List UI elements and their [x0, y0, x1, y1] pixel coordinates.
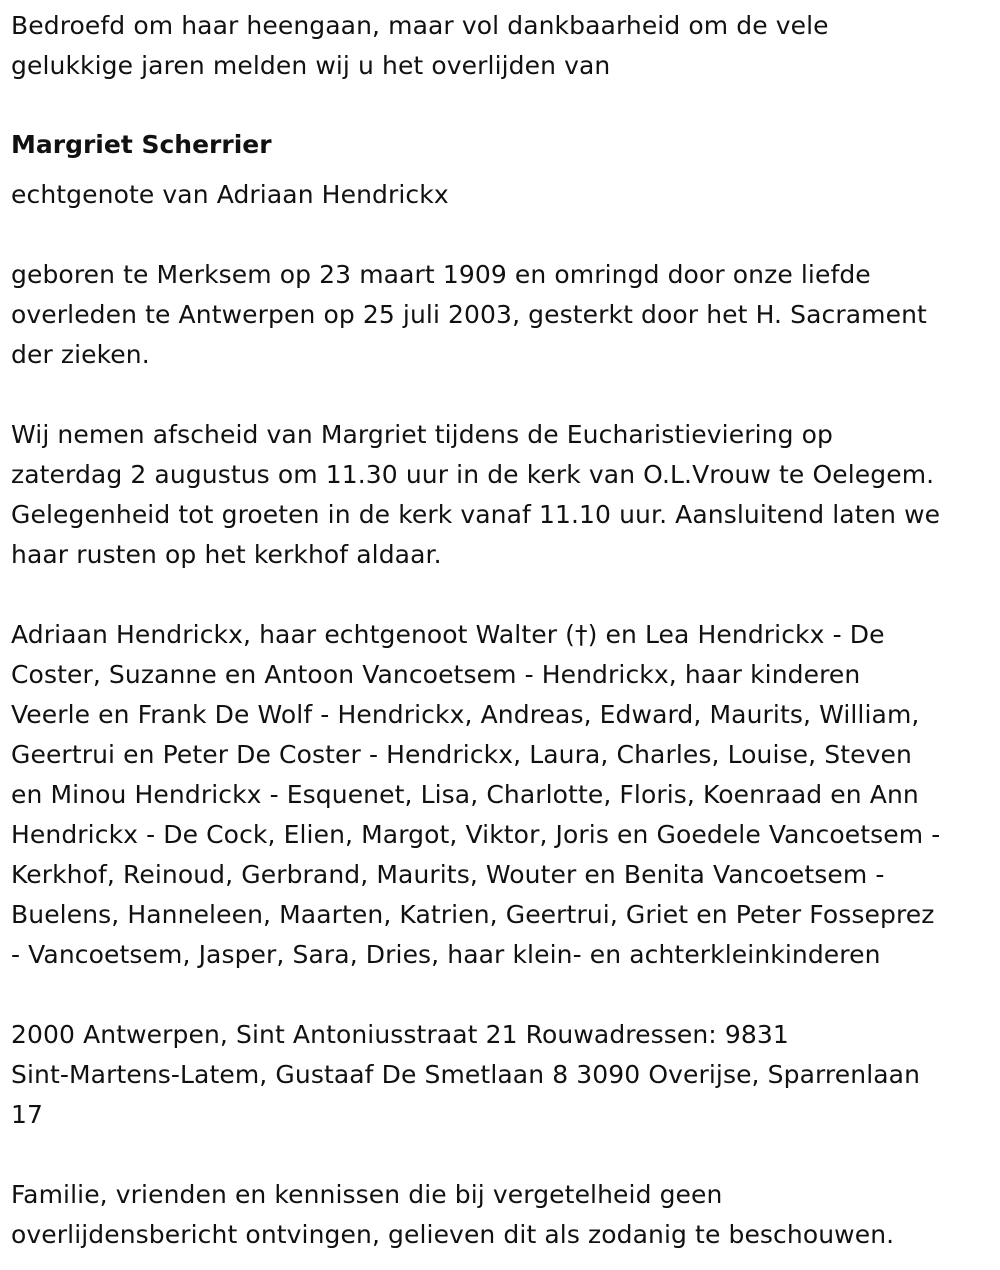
- paragraph-gap: [11, 86, 988, 126]
- birth-death-line: der zieken.: [11, 340, 150, 369]
- ceremony-paragraph: [11, 415, 988, 575]
- paragraph-gap: [11, 975, 988, 1015]
- paragraph-gap: [11, 215, 988, 255]
- family-line: Kerkhof, Reinoud, Gerbrand, Maurits, Wouter en Benita Vancoetsem -: [11, 860, 885, 889]
- intro-paragraph: [11, 6, 988, 86]
- birth-death-paragraph: [11, 255, 988, 375]
- ceremony-line: zaterdag 2 augustus om 11.30 uur in de kerk van O.L.Vrouw te Oelegem.: [11, 460, 935, 489]
- family-line: Buelens, Hanneleen, Maarten, Katrien, Geertrui, Griet en Peter Fosseprez: [11, 900, 935, 929]
- birth-death-line: geboren te Merksem op 23 maart 1909 en omringd door onze liefde: [11, 260, 871, 289]
- family-line: Geertrui en Peter De Coster - Hendrickx, Laura, Charles, Louise, Steven: [11, 740, 912, 769]
- family-line: Coster, Suzanne en Antoon Vancoetsem - Hendrickx, haar kinderen: [11, 660, 861, 689]
- family-line: - Vancoetsem, Jasper, Sara, Dries, haar klein- en achterkleinkinderen: [11, 940, 881, 969]
- paragraph-gap: [11, 1135, 988, 1175]
- ceremony-line: haar rusten op het kerkhof aldaar.: [11, 540, 442, 569]
- ceremony-line: Gelegenheid tot groeten in de kerk vanaf 11.10 uur. Aansluitend laten we: [11, 500, 941, 529]
- family-line: Veerle en Frank De Wolf - Hendrickx, Andreas, Edward, Maurits, William,: [11, 700, 920, 729]
- closing-line: Familie, vrienden en kennissen die bij vergetelheid geen: [11, 1180, 723, 1209]
- address-paragraph: [11, 1015, 988, 1135]
- spouse-line: echtgenote van Adriaan Hendrickx: [11, 180, 449, 209]
- family-line: Hendrickx - De Cock, Elien, Margot, Viktor, Joris en Goedele Vancoetsem -: [11, 820, 941, 849]
- family-paragraph: [11, 615, 988, 975]
- birth-death-line: overleden te Antwerpen op 25 juli 2003, gesterkt door het H. Sacrament: [11, 300, 927, 329]
- paragraph-gap: [11, 575, 988, 615]
- address-line: 17: [11, 1100, 44, 1129]
- closing-line: overlijdensbericht ontvingen, gelieven dit als zodanig te beschouwen.: [11, 1220, 895, 1249]
- intro-line: Bedroefd om haar heengaan, maar vol dankbaarheid om de vele: [11, 11, 829, 40]
- address-line: 2000 Antwerpen, Sint Antoniusstraat 21 Rouwadressen: 9831: [11, 1020, 789, 1049]
- deceased-name: Margriet Scherrier: [11, 130, 272, 159]
- paragraph-gap: [11, 375, 988, 415]
- ceremony-line: Wij nemen afscheid van Margriet tijdens de Eucharistieviering op: [11, 420, 833, 449]
- deceased-block: [11, 125, 988, 215]
- closing-paragraph: [11, 1175, 988, 1255]
- family-line: Adriaan Hendrickx, haar echtgenoot Walter (†) en Lea Hendrickx - De: [11, 620, 885, 649]
- intro-line: gelukkige jaren melden wij u het overlijden van: [11, 51, 611, 80]
- address-line: Sint-Martens-Latem, Gustaaf De Smetlaan 8 3090 Overijse, Sparrenlaan: [11, 1060, 921, 1089]
- family-line: en Minou Hendrickx - Esquenet, Lisa, Charlotte, Floris, Koenraad en Ann: [11, 780, 919, 809]
